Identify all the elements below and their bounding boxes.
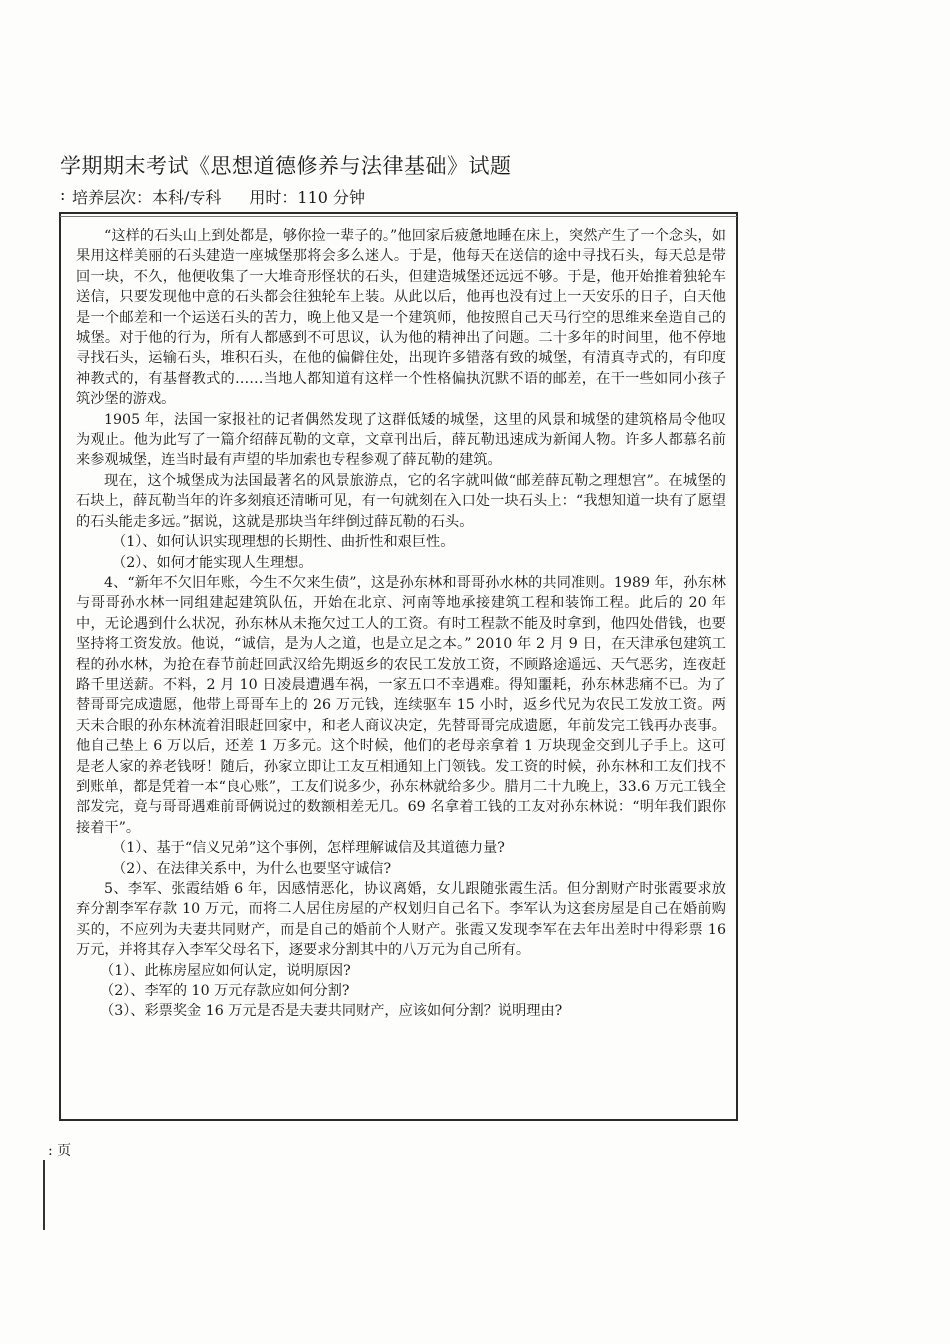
level-label: 培养层次：本科/专科 <box>72 188 222 207</box>
question-5-3: （3）、彩票奖金 16 万元是否是夫妻共同财产，应该如何分割？说明理由? <box>100 1003 563 1020</box>
paragraph-question-4: 4、“新年不欠旧年账，今生不欠来生债”，这是孙东林和哥哥孙水林的共同准则。1989 年，孙东林与哥哥孙水林一同组建起建筑队伍，开始在北京、河南等地承接建筑工程和装饰工程。此后的 20 年中，无论遇到什么状况，孙东林从未拖欠过工人的工资。有时工程款不能及时拿到，他四处借钱，也要坚持将工资发放。他说，“诚信，是为人之道，也是立足之本。” 2010 年 2 月 9 日，在天津承包建筑工程的孙水林，为抢在春节前赶回武汉给先期返乡的农民工发放工资，不顾路途遥远、天气恶劣，连夜赶路千里送薪。不料，2 月 10 日凌晨遭遇车祸，一家五口不幸遇难。得知噩耗，孙东林悲痛不已。为了替哥哥完成遗愿，他带上哥哥车上的 26 万元钱，连续驱车 15 小时，返乡代兄为农民工发放工资。两天未合眼的孙东林流着泪眼赶回家中，和老人商议决定，先替哥哥完成遗愿，年前发完工钱再办丧事。他自己垫上 6 万以后，还差 1 万多元。这个时候，他们的老母亲拿着 1 万块现金交到儿子手上。这可是老人家的养老钱呀！随后，孙家立即让工友互相通知上门领钱。发工资的时候，孙东林和工友们找不到账单，都是凭着一本“良心账”，工友们说多少，孙东林就给多少。腊月二十九晚上，33.6 万元工钱全部发完，竟与哥哥遇难前哥俩说过的数额相差无几。69 名拿着工钱的工友对孙东林说：“明年我们跟你接着干”。 <box>76 574 726 836</box>
time-label: 用时：110 分钟 <box>249 188 366 207</box>
paragraph-story-1: “这样的石头山上到处都是，够你捡一辈子的。”他回家后疲惫地睡在床上，突然产生了一个念头，如果用这样美丽的石头建造一座城堡那将会多么迷人。于是，他每天在送信的途中寻找石头，每天总是带回一块，不久，他便收集了一大堆奇形怪状的石头，但建造城堡还远远不够。于是，他开始推着独轮车送信，只要发现他中意的石头都会往独轮车上装。从此以后，他再也没有过上一天安乐的日子，白天他是一个邮差和一个运送石头的苦力，晚上他又是一个建筑师，他按照自己天马行空的思维来垒造自己的城堡。对于他的行为，所有人都感到不可思议，认为他的精神出了问题。二十多年的时间里，他不停地寻找石头，运输石头，堆积石头，在他的偏僻住处，出现许多错落有致的城堡，有清真寺式的，有印度神教式的，有基督教式的……当地人都知道有这样一个性格偏执沉默不语的邮差，在干一些如同小孩子筑沙堡的游戏。 <box>76 228 726 408</box>
paragraph-story-2: 1905 年，法国一家报社的记者偶然发现了这群低矮的城堡，这里的风景和城堡的建筑格局令他叹为观止。他为此写了一篇介绍薛瓦勒的文章，文章刊出后，薛瓦勒迅速成为新闻人物。许多人都慕名前来参观城堡，连当时最有声望的毕加索也专程参观了薛瓦勒的建筑。 <box>76 411 726 469</box>
question-3-2: （2）、如何才能实现人生理想。 <box>112 554 313 571</box>
paragraph-question-5: 5、李军、张霞结婚 6 年，因感情恶化，协议离婚，女儿跟随张霞生活。但分割财产时张霞要求放弃分割李军存款 10 万元，而将二人居住房屋的产权划归自己名下。李军认为这套房屋是自己在婚前购买的，不应列为夫妻共同财产，而是自己的婚前个人财产。张霞又发现李军在去年出差时中得彩票 16 万元，并将其存入李军父母名下，逐要求分割其中的八万元为自己所有。 <box>76 881 726 959</box>
question-5-2: （2）、李军的 10 万元存款应如何分割? <box>100 983 350 1000</box>
paragraph-story-3: 现在，这个城堡成为法国最著名的风景旅游点，它的名字就叫做“邮差薛瓦勒之理想宫”。在城堡的石块上，薛瓦勒当年的许多刻痕还清晰可见，有一句就刻在入口处一块石头上：“我想知道一块有了愿望的石头能走多远。”据说，这就是那块当年绊倒过薛瓦勒的石头。 <box>76 472 726 530</box>
frame-divider <box>60 216 737 217</box>
question-3-1: （1）、如何认识实现理想的长期性、曲折性和艰巨性。 <box>112 534 455 551</box>
page-title: 学期期末考试《思想道德修养与法律基础》试题 <box>60 154 512 178</box>
question-4-2: （2）、在法律关系中，为什么也要坚守诚信? <box>112 860 392 877</box>
question-5-1: （1）、此栋房屋应如何认定，说明原因? <box>100 962 351 979</box>
question-body <box>76 226 726 1022</box>
exam-info <box>72 185 365 208</box>
lead-mark: : <box>60 185 66 204</box>
binding-edge-line <box>43 1160 45 1230</box>
question-4-1: （1）、基于“信义兄弟”这个事例，怎样理解诚信及其道德力量? <box>112 840 505 857</box>
page-footer-label: : 页 <box>48 1143 72 1159</box>
